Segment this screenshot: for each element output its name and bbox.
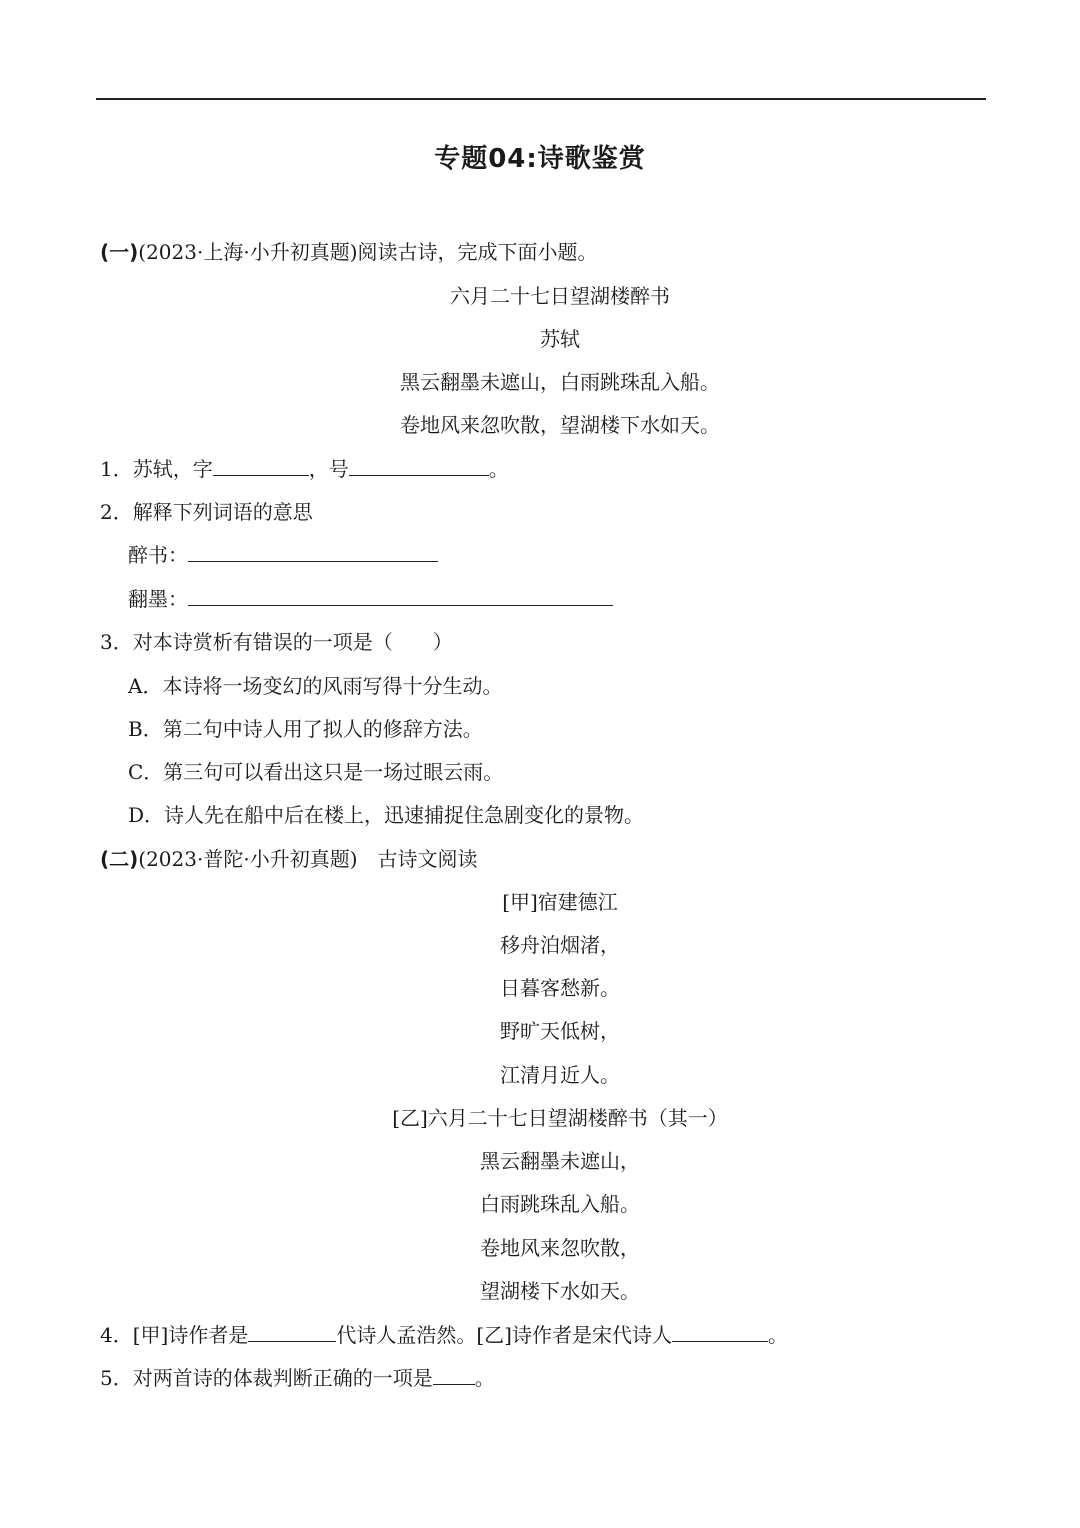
poem-b-title: [乙]六月二十七日望湖楼醉书（其一） — [392, 1106, 728, 1130]
header-rule — [96, 98, 986, 100]
section-1-label: (一) — [100, 240, 139, 264]
option-d[interactable]: D．诗人先在船中后在楼上，迅速捕捉住急剧变化的景物。 — [128, 803, 645, 827]
option-b[interactable]: B．第二句中诗人用了拟人的修辞方法。 — [128, 717, 483, 741]
answer-blank[interactable] — [672, 1321, 768, 1342]
question-4: 4．[甲]诗作者是 代诗人孟浩然。[乙]诗作者是宋代诗人 。 — [100, 1323, 788, 1347]
poem-a-line: 日暮客愁新。 — [500, 976, 620, 1000]
poem-author: 苏轼 — [540, 327, 580, 351]
answer-blank[interactable] — [188, 585, 613, 606]
answer-blank[interactable] — [433, 1364, 475, 1385]
answer-blank[interactable] — [349, 455, 489, 476]
poem-line: 卷地风来忽吹散，望湖楼下水如天。 — [400, 413, 720, 437]
option-c[interactable]: C．第三句可以看出这只是一场过眼云雨。 — [128, 760, 504, 784]
poem-a-line: 野旷天低树， — [500, 1019, 620, 1043]
page-title: 专题04:诗歌鉴赏 — [434, 144, 646, 174]
answer-blank[interactable] — [188, 541, 438, 562]
option-a[interactable]: A．本诗将一场变幻的风雨写得十分生动。 — [128, 674, 503, 698]
section-2-heading — [100, 845, 478, 873]
poem-b-line: 白雨跳珠乱入船。 — [480, 1192, 640, 1216]
poem-title: 六月二十七日望湖楼醉书 — [450, 284, 670, 308]
section-2-label: (二) — [100, 847, 139, 871]
answer-blank[interactable] — [213, 455, 309, 476]
poem-a-title: [甲]宿建德江 — [502, 890, 618, 914]
poem-b-line: 卷地风来忽吹散， — [480, 1236, 640, 1260]
question-2-item: 翻墨： — [128, 585, 613, 613]
question-5: 5．对两首诗的体裁判断正确的一项是 。 — [100, 1366, 495, 1390]
poem-line: 黑云翻墨未遮山，白雨跳珠乱入船。 — [400, 370, 720, 394]
section-2-source: (2023·普陀·小升初真题) 古诗文阅读 — [138, 847, 478, 871]
poem-a-line: 江清月近人。 — [500, 1063, 620, 1087]
poem-b-line: 望湖楼下水如天。 — [480, 1279, 640, 1303]
question-2: 2．解释下列词语的意思 — [100, 500, 313, 524]
question-3: 3．对本诗赏析有错误的一项是（ ） — [100, 630, 453, 654]
question-2-item: 醉书： — [128, 541, 438, 569]
poem-b-line: 黑云翻墨未遮山， — [480, 1149, 640, 1173]
section-1-source: (2023·上海·小升初真题)阅读古诗，完成下面小题。 — [138, 240, 598, 264]
section-1-heading — [100, 238, 598, 266]
answer-blank[interactable] — [248, 1321, 336, 1342]
question-1: 1．苏轼，字 ，号 。 — [100, 457, 509, 481]
poem-a-line: 移舟泊烟渚， — [500, 933, 620, 957]
